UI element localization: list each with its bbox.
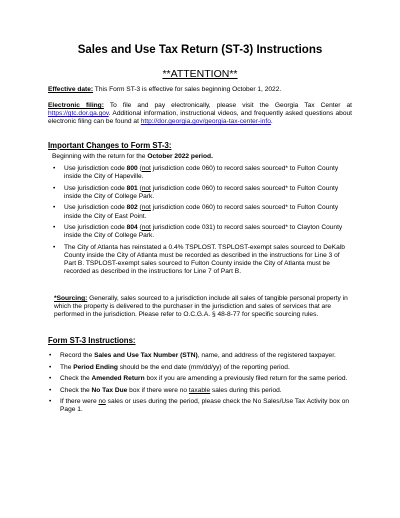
electronic-filing-paragraph — [48, 102, 352, 127]
item-emphasis: Sales and Use Tax Number (STN) — [94, 352, 198, 359]
list-item — [48, 375, 350, 383]
item-text: Check the — [60, 386, 92, 394]
jurisdiction-code: 802 — [126, 204, 138, 212]
item-underlined: taxable — [188, 386, 211, 394]
electronic-filing-label: Electronic filing: — [48, 102, 104, 109]
item-text: Record the — [60, 352, 95, 359]
page-title: Sales and Use Tax Return (ST-3) Instructions — [77, 44, 323, 56]
list-item — [48, 387, 350, 395]
item-not: not — [141, 204, 151, 212]
changes-intro — [52, 153, 213, 160]
item-text: sales during this period. — [210, 386, 282, 394]
electronic-filing-text-1: To file and pay electronically, please visit the Georgia Tax Center at — [103, 102, 353, 109]
item-text: Check the — [60, 375, 92, 382]
changes-intro-text: Beginning with the return for the — [52, 153, 148, 160]
item-text: jurisdiction code 060) to record sales sourced* to Fulton County inside the City of East Point. — [64, 204, 339, 220]
list-item — [52, 244, 350, 277]
effective-date-paragraph — [48, 86, 352, 94]
item-emphasis: Amended Return — [91, 375, 145, 382]
item-text: ( — [137, 204, 142, 212]
item-text: ( — [137, 165, 142, 172]
instructions-list — [48, 352, 350, 418]
item-not: not — [141, 184, 151, 192]
sourcing-note — [54, 295, 350, 320]
item-text: jurisdiction code 060) to record sales sourced* to Fulton County inside the City of College Park. — [64, 184, 339, 200]
important-changes-heading: Important Changes to Form ST-3: — [48, 141, 172, 150]
item-text: Use jurisdiction code — [64, 204, 127, 212]
item-text: jurisdiction code 031) to record sales sourced* to Clayton County inside the City of College Park. — [64, 224, 343, 240]
changes-list — [52, 165, 350, 280]
instructions-heading: Form ST-3 Instructions: — [48, 336, 136, 345]
item-text: sales or uses during the period, please check the No Sales/Use Tax Activity box on Page 1. — [60, 398, 350, 414]
list-item — [52, 165, 350, 181]
item-not: not — [141, 224, 151, 232]
electronic-filing-text-3: . — [270, 118, 273, 126]
item-text: The — [60, 363, 74, 371]
list-item — [52, 185, 350, 201]
item-not: not — [141, 165, 151, 172]
item-emphasis: Period Ending — [73, 363, 118, 371]
effective-date-label: Effective date: — [48, 86, 94, 93]
item-text: , name, and address of the registered taxpayer. — [197, 352, 336, 359]
gtc-info-link[interactable]: http://dor.georgia.gov/georgia-tax-center-info — [140, 118, 271, 126]
jurisdiction-code: 800 — [126, 165, 138, 172]
changes-intro-period: October 2022 period. — [147, 153, 213, 160]
attention-heading: **ATTENTION** — [162, 68, 238, 80]
jurisdiction-code: 801 — [126, 184, 138, 192]
item-text: If there were — [60, 398, 99, 405]
item-underlined: no — [98, 398, 106, 405]
list-item — [52, 204, 350, 220]
item-text: The City of Atlanta has reinstated a 0.4% TSPLOST. TSPLOST-exempt sales sourced to DeKalb County inside the City of Atlanta must be recorded as described in the instructions for Line 3 of Part B. TSPLOST-exempt sales sourced to Fulton County inside the City of Atlanta must be recorded as described in the instructions for Line 7 of Part B. — [64, 243, 345, 276]
electronic-filing-text-2: . Additional information, instructional videos, and frequently asked questions about electronic filing can be found at — [48, 110, 352, 126]
list-item — [48, 398, 350, 414]
list-item — [52, 224, 350, 240]
list-item — [48, 364, 350, 372]
item-text: should be the end date (mm/dd/yy) of the reporting period. — [117, 363, 290, 371]
item-text: box if there were no — [127, 386, 189, 394]
item-emphasis: No Tax Due — [91, 386, 128, 394]
effective-date-text: This Form ST-3 is effective for sales beginning October 1, 2022. — [93, 86, 282, 93]
item-text: jurisdiction code 060) to record sales sourced* to Fulton County inside the City of Hapeville. — [64, 165, 339, 181]
gtc-link[interactable]: https://gtc.dor.ga.gov — [48, 110, 109, 118]
sourcing-text: Generally, sales sourced to a jurisdiction include all sales of tangible personal property in which the property is delivered to the purchaser in the jurisdiction and sales of services that are performed in the jurisdiction. Please refer to O.C.G.A. § 48-8-77 for specific sourcing rules. — [54, 295, 348, 319]
item-text: ( — [137, 184, 142, 192]
item-text: box if you are amending a previously filed return for the same period. — [144, 375, 348, 382]
item-text: Use jurisdiction code — [64, 184, 127, 192]
sourcing-label: *Sourcing: — [54, 295, 88, 302]
item-text: Use jurisdiction code — [64, 165, 127, 172]
list-item — [48, 352, 350, 360]
item-text: Use jurisdiction code — [64, 224, 127, 232]
jurisdiction-code: 804 — [126, 224, 138, 232]
item-text: ( — [137, 224, 142, 232]
